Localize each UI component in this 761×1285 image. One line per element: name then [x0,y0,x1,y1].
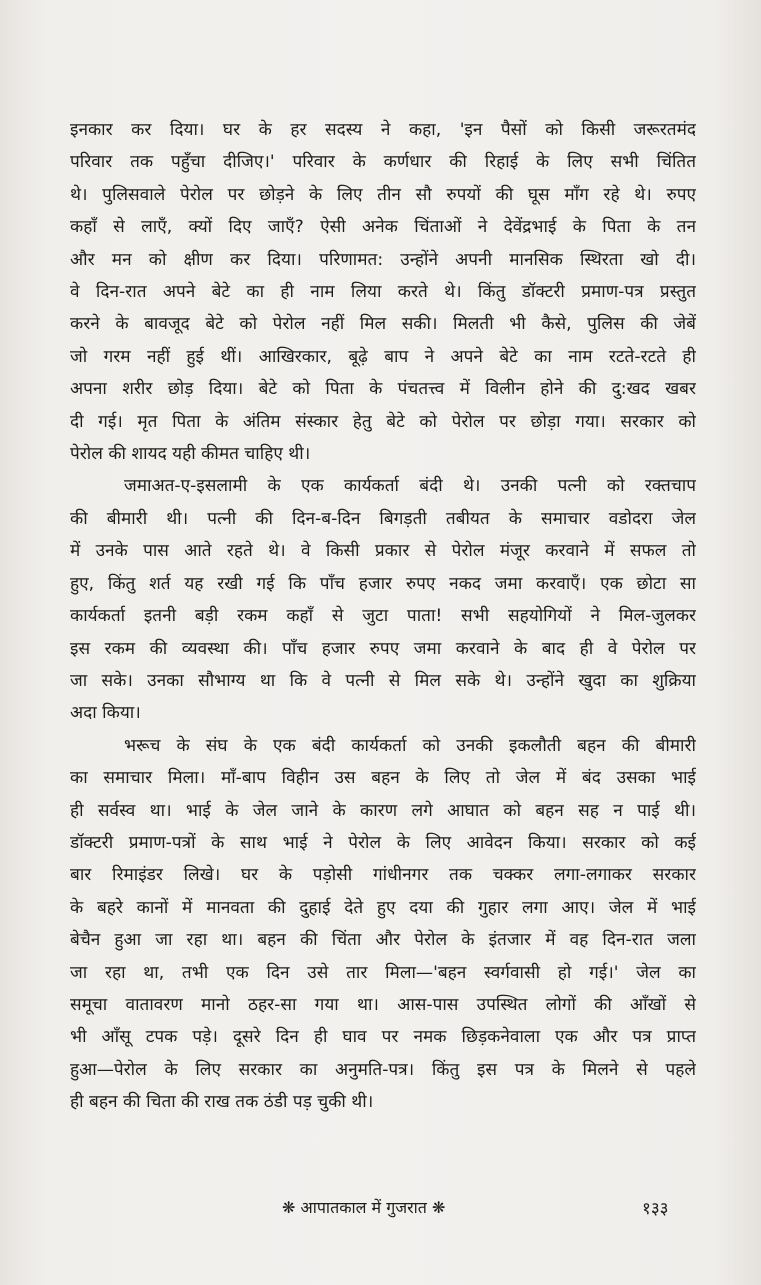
text-line: अपना शरीर छोड़ दिया। बेटे को पिता के पंचतत्त्व में विलीन होने की दु:खद खबर [70,379,696,400]
text-line: ही बहन की चिता की राख तक ठंडी पड़ चुकी थी। [70,1092,374,1113]
paragraph-3 [70,730,696,1119]
text-line: थे। पुलिसवाले पेरोल पर छोड़ने के लिए तीन सौ रुपयों की घूस माँग रहे थे। रुपए [70,184,696,205]
text-line: हुआ—पेरोल के लिए सरकार का अनुमति-पत्र। किंतु इस पत्र के मिलने से पहले [70,1059,696,1080]
text-line: जा सके। उनका सौभाग्य था कि वे पत्नी से मिल सके थे। उन्होंने खुदा का शुक्रिया [70,670,696,691]
text-line: परिवार तक पहुँचा दीजिए।' परिवार के कर्णधार की रिहाई के लिए सभी चिंतित [70,152,696,173]
text-line: जो गरम नहीं हुई थीं। आखिरकार, बूढ़े बाप ने अपने बेटे का नाम रटते-रटते ही [70,346,696,367]
text-line: में उनके पास आते रहते थे। वे किसी प्रकार से पेरोल मंजूर करवाने में सफल तो [70,541,696,562]
text-line: इनकार कर दिया। घर के हर सदस्य ने कहा, 'इन पैसों को किसी जरूरतमंद [70,120,696,140]
text-line: डॉक्टरी प्रमाण-पत्रों के साथ भाई ने पेरोल के लिए आवेदन किया। सरकार को कई [70,832,696,853]
text-line: पेरोल की शायद यही कीमत चाहिए थी। [70,444,311,465]
text-line: जमाअत-ए-इसलामी के एक कार्यकर्ता बंदी थे। उनकी पत्नी को रक्तचाप [124,476,696,497]
text-line: कार्यकर्ता इतनी बड़ी रकम कहाँ से जुटा पाता! सभी सहयोगियों ने मिल-जुलकर [70,606,696,627]
text-line: जा रहा था, तभी एक दिन उसे तार मिला—'बहन स्वर्गवासी हो गई।' जेल का [70,962,696,983]
text-line: अदा किया। [70,703,141,724]
text-line: भरूच के संघ के एक बंदी कार्यकर्ता को उनकी इकलौती बहन की बीमारी [124,735,696,756]
text-line: की बीमारी थी। पत्नी की दिन-ब-दिन बिगड़ती तबीयत के समाचार वडोदरा जेल [70,508,696,529]
text-line: बार रिमाइंडर लिखे। घर के पड़ोसी गांधीनगर तक चक्कर लगा-लगाकर सरकार [70,865,696,886]
text-line: ही सर्वस्व था। भाई के जेल जाने के कारण लगे आघात को बहन सह न पाई थी। [70,800,696,821]
text-line: और मन को क्षीण कर दिया। परिणामत: उन्होंने अपनी मानसिक स्थिरता खो दी। [70,249,696,270]
text-line: बेचैन हुआ जा रहा था। बहन की चिंता और पेरोल के इंतजार में वह दिन-रात जला [70,930,696,951]
body-text [70,114,696,1119]
text-line: दी गई। मृत पिता के अंतिम संस्कार हेतु बेटे को पेरोल पर छोड़ा गया। सरकार को [70,411,696,432]
text-line: हुए, किंतु शर्त यह रखी गई कि पाँच हजार रुपए नकद जमा करवाएँ। एक छोटा सा [70,573,696,594]
running-title: ❋ आपातकाल में गुजरात ❋ [282,1198,446,1217]
text-line: भी आँसू टपक पड़े। दूसरे दिन ही घाव पर नमक छिड़कनेवाला एक और पत्र प्राप्त [70,1027,696,1048]
text-line: वे दिन-रात अपने बेटे का ही नाम लिया करते थे। किंतु डॉक्टरी प्रमाण-पत्र प्रस्तुत [70,282,696,303]
text-line: का समाचार मिला। माँ-बाप विहीन उस बहन के लिए तो जेल में बंद उसका भाई [70,768,696,789]
text-line: समूचा वातावरण मानो ठहर-सा गया था। आस-पास उपस्थित लोगों की आँखों से [70,994,696,1015]
paragraph-2 [70,470,696,729]
page-number: १३३ [642,1199,669,1219]
text-line: इस रकम की व्यवस्था की। पाँच हजार रुपए जमा करवाने के बाद ही वे पेरोल पर [70,638,696,659]
text-line: कहाँ से लाएँ, क्यों दिए जाएँ? ऐसी अनेक चिंताओं ने देवेंद्रभाई के पिता के तन [70,217,696,238]
text-line: करने के बावजूद बेटे को पेरोल नहीं मिल सकी। मिलती भी कैसे, पुलिस की जेबें [70,314,696,335]
text-line: के बहरे कानों में मानवता की दुहाई देते हुए दया की गुहार लगा आए। जेल में भाई [70,897,696,918]
page-footer [0,1196,761,1226]
paragraph-1 [70,114,696,470]
